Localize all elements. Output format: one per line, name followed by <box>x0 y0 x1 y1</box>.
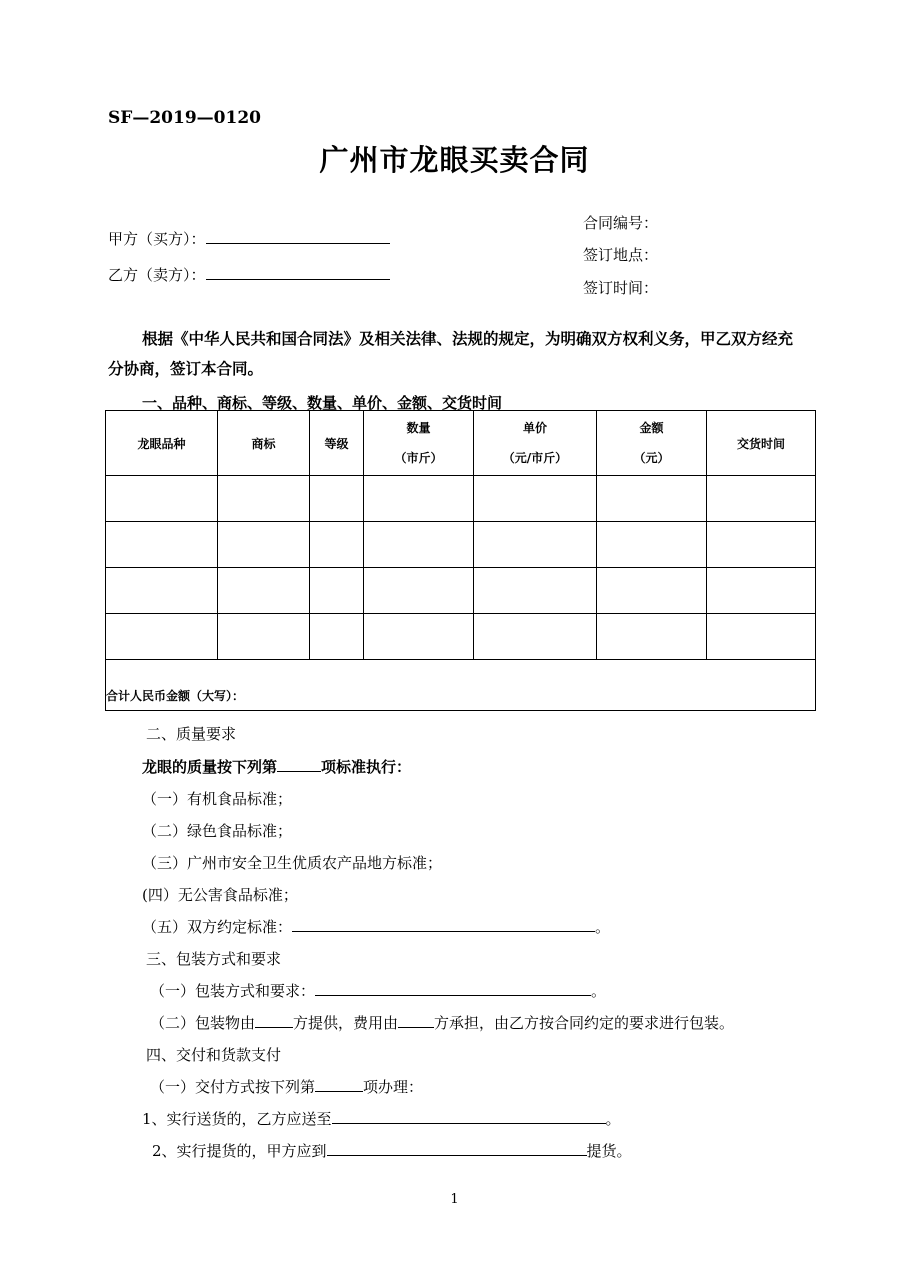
total-amount-cell[interactable] <box>106 660 816 711</box>
table-cell[interactable] <box>364 476 474 522</box>
packaging-method-line <box>150 980 606 1001</box>
list-item: （三）广州市安全卫生优质农产品地方标准； <box>142 854 443 872</box>
period: 。 <box>605 1110 621 1128</box>
table-row <box>106 522 816 568</box>
period: 。 <box>595 918 611 936</box>
packaging-clause-end: 方承担，由乙方按合同约定的要求进行包装。 <box>434 1014 735 1032</box>
delivery-to-blank[interactable] <box>332 1108 606 1124</box>
agreed-standard-label: （五）双方约定标准： <box>142 918 293 936</box>
list-item: （二）绿色食品标准； <box>142 822 293 840</box>
quality-standard-blank[interactable] <box>277 756 321 772</box>
table-cell[interactable] <box>218 522 310 568</box>
delivery-method-line <box>150 1076 423 1097</box>
table-cell[interactable] <box>707 614 816 660</box>
table-cell[interactable] <box>218 476 310 522</box>
table-cell[interactable] <box>364 522 474 568</box>
table-cell[interactable] <box>597 614 707 660</box>
table-cell[interactable] <box>707 568 816 614</box>
delivery-method-end: 项办理： <box>363 1078 424 1096</box>
table-cell[interactable] <box>218 614 310 660</box>
packaging-cost-blank[interactable] <box>398 1012 434 1028</box>
column-header: 交货时间 <box>707 411 816 476</box>
table-cell[interactable] <box>310 568 364 614</box>
table-cell[interactable] <box>597 476 707 522</box>
packaging-cost-label: 方提供，费用由 <box>293 1014 399 1032</box>
table-cell[interactable] <box>106 476 218 522</box>
table-cell[interactable] <box>106 522 218 568</box>
pickup-at-blank[interactable] <box>327 1140 587 1156</box>
seller-blank[interactable] <box>206 264 390 280</box>
seller-line <box>108 264 390 285</box>
items-table <box>105 410 816 711</box>
table-cell[interactable] <box>106 568 218 614</box>
agreed-standard-blank[interactable] <box>292 916 595 932</box>
delivery-method-label: （一）交付方式按下列第 <box>150 1078 316 1096</box>
sign-place-label: 签订地点： <box>583 246 659 264</box>
buyer-blank[interactable] <box>206 228 390 244</box>
table-cell[interactable] <box>474 568 597 614</box>
packaging-method-label: （一）包装方式和要求： <box>150 982 316 1000</box>
table-row <box>106 568 816 614</box>
buyer-line <box>108 228 390 249</box>
table-cell[interactable] <box>597 568 707 614</box>
page-number: 1 <box>450 1192 459 1207</box>
column-header: 龙眼品种 <box>106 411 218 476</box>
packaging-provider-line <box>150 1012 734 1033</box>
table-cell[interactable] <box>707 476 816 522</box>
table-cell[interactable] <box>218 568 310 614</box>
quality-lead-end: 项标准执行： <box>321 758 412 776</box>
table-cell[interactable] <box>474 522 597 568</box>
table-cell[interactable] <box>597 522 707 568</box>
table-row <box>106 614 816 660</box>
total-amount-label: 合计人民币金额（大写）： <box>106 689 245 703</box>
contract-title: 广州市龙眼买卖合同 <box>319 143 590 177</box>
packaging-provider-label: （二）包装物由 <box>150 1014 256 1032</box>
section3-heading: 三、包装方式和要求 <box>146 950 282 968</box>
sign-time-label: 签订时间： <box>583 279 659 297</box>
quality-standard-line <box>142 756 411 777</box>
agreed-standard-line <box>142 916 610 937</box>
packaging-method-blank[interactable] <box>315 980 591 996</box>
period: 。 <box>591 982 607 1000</box>
table-cell[interactable] <box>310 614 364 660</box>
table-cell[interactable] <box>106 614 218 660</box>
column-header: 金额 （元） <box>597 411 707 476</box>
contract-no-label: 合同编号： <box>583 214 659 232</box>
section2-heading: 二、质量要求 <box>146 725 237 743</box>
table-cell[interactable] <box>707 522 816 568</box>
table-cell[interactable] <box>474 476 597 522</box>
table-cell[interactable] <box>364 614 474 660</box>
delivery-to-line <box>142 1108 621 1129</box>
list-item: （一）有机食品标准； <box>142 790 293 808</box>
table-cell[interactable] <box>310 476 364 522</box>
seller-label: 乙方（卖方）： <box>108 266 206 284</box>
column-header: 商标 <box>218 411 310 476</box>
packaging-provider-blank[interactable] <box>255 1012 293 1028</box>
buyer-label: 甲方（买方）： <box>108 230 206 248</box>
pickup-at-line <box>152 1140 632 1161</box>
section1-heading: 一、品种、商标、等级、数量、单价、金额、交货时间 <box>142 394 503 412</box>
list-item: (四）无公害食品标准； <box>142 886 298 904</box>
column-header: 等级 <box>310 411 364 476</box>
document-code: SF—2019—0120 <box>108 108 261 128</box>
table-cell[interactable] <box>474 614 597 660</box>
table-cell[interactable] <box>310 522 364 568</box>
table-header-row <box>106 411 816 476</box>
section4-heading: 四、交付和货款支付 <box>146 1046 282 1064</box>
table-total-row <box>106 660 816 711</box>
intro-paragraph: 根据《中华人民共和国合同法》及相关法律、法规的规定，为明确双方权利义务，甲乙双方经充分协商，签订本合同。 <box>108 329 794 378</box>
column-header: 数量 （市斤） <box>364 411 474 476</box>
table-row <box>106 476 816 522</box>
column-header: 单价 （元/市斤） <box>474 411 597 476</box>
quality-lead: 龙眼的质量按下列第 <box>142 758 278 776</box>
pickup-end: 提货。 <box>586 1142 632 1160</box>
delivery-to-label: 1、实行送货的，乙方应送至 <box>142 1110 332 1128</box>
pickup-at-label: 2、实行提货的，甲方应到 <box>152 1142 327 1160</box>
delivery-method-blank[interactable] <box>315 1076 363 1092</box>
table-cell[interactable] <box>364 568 474 614</box>
